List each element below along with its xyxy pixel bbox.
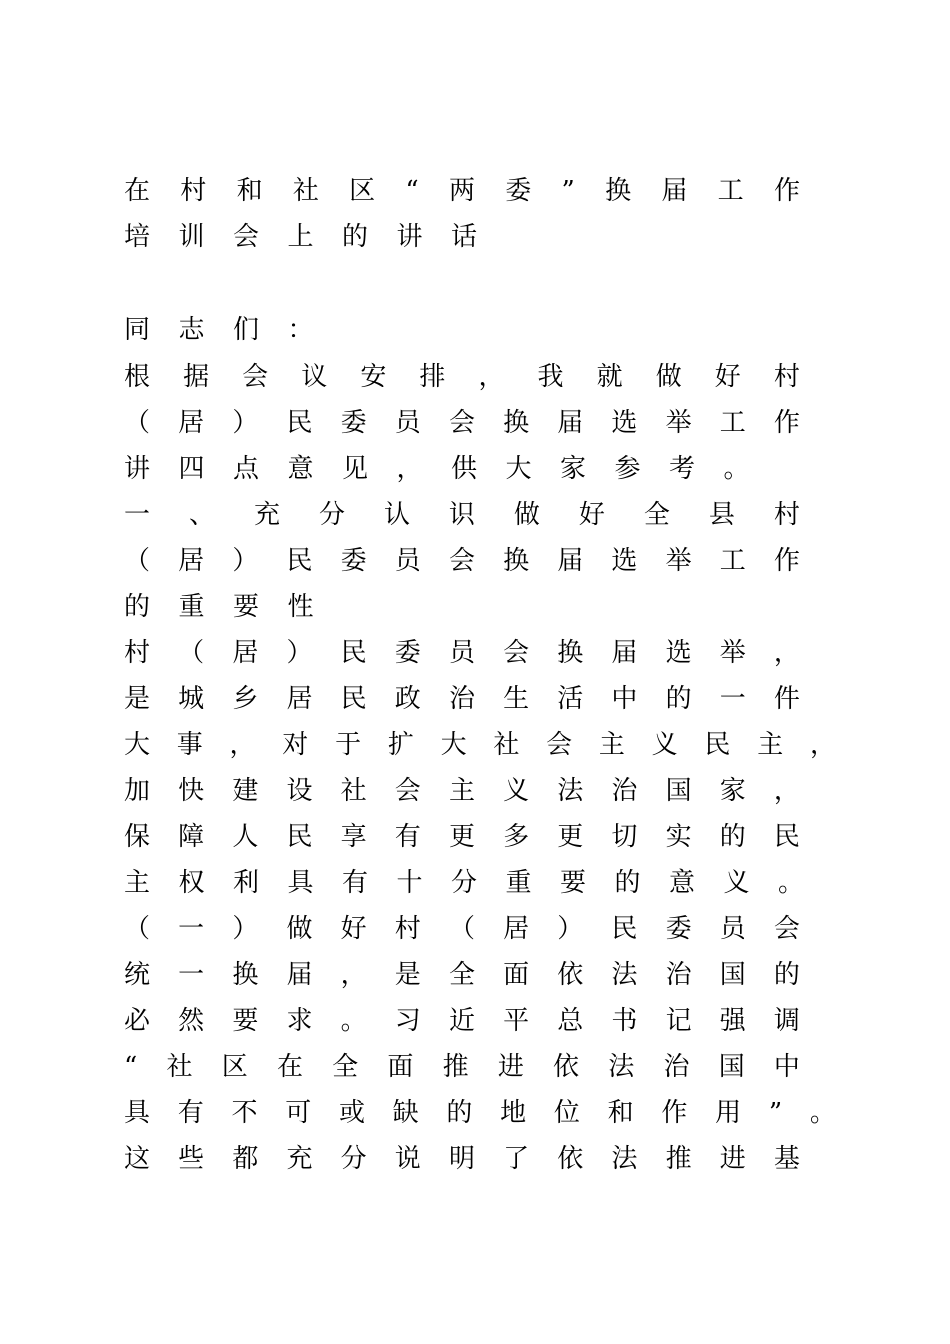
character: 。 (340, 1006, 367, 1036)
character: 快 (178, 776, 205, 806)
character: 面 (503, 960, 530, 990)
character: ， (229, 730, 256, 760)
character: 参 (614, 454, 641, 484)
character: 不 (231, 1098, 258, 1128)
character: 主 (124, 868, 151, 898)
character: 换 (557, 638, 584, 668)
character: 乡 (232, 684, 259, 714)
character: 性 (287, 592, 314, 622)
character: 治 (665, 960, 692, 990)
character: 讲 (124, 454, 151, 484)
character: 求 (286, 1006, 313, 1036)
character: 法 (557, 776, 584, 806)
character: 法 (611, 960, 638, 990)
character: ） (232, 914, 259, 944)
character: 的 (719, 822, 746, 852)
character: 排 (419, 362, 446, 392)
character: 意 (669, 868, 696, 898)
character: 主 (448, 776, 475, 806)
character: 委 (340, 546, 367, 576)
character: 明 (448, 1144, 475, 1174)
character: 家 (560, 454, 587, 484)
character: 上 (287, 222, 314, 252)
character: ， (396, 454, 423, 484)
character: 换 (232, 960, 259, 990)
character: （ (448, 914, 475, 944)
character: 切 (611, 822, 638, 852)
character: 委 (665, 914, 692, 944)
character: 讲 (396, 222, 423, 252)
character: 更 (448, 822, 475, 852)
character: 然 (178, 1006, 205, 1036)
character: 中 (773, 1052, 800, 1082)
character: 进 (719, 1144, 746, 1174)
character: 大 (124, 730, 151, 760)
character: 总 (557, 1006, 584, 1036)
character: 民 (286, 408, 313, 438)
character: 城 (178, 684, 205, 714)
character: 社 (166, 1052, 193, 1082)
character: 员 (394, 408, 421, 438)
character: 习 (394, 1006, 421, 1036)
character: 工 (717, 176, 744, 206)
character: ， (809, 730, 836, 760)
body-line (124, 446, 778, 492)
body-line (124, 906, 800, 952)
character: 分 (318, 500, 345, 530)
character: （ (178, 638, 205, 668)
character: 有 (394, 822, 421, 852)
character: ： (287, 315, 314, 345)
character: 们 (233, 315, 260, 345)
body-line (124, 400, 800, 446)
character: 一 (178, 914, 205, 944)
character: 件 (773, 684, 800, 714)
character: 全 (332, 1052, 359, 1082)
character: 议 (301, 362, 328, 392)
character: 的 (342, 222, 369, 252)
character: 在 (124, 176, 151, 206)
character: 员 (448, 638, 475, 668)
character: 缺 (392, 1098, 419, 1128)
character: 举 (665, 546, 692, 576)
title-line-1 (124, 168, 800, 214)
character: ） (286, 638, 313, 668)
character: 村 (394, 914, 421, 944)
body-line (124, 952, 800, 998)
character: ， (773, 638, 800, 668)
character: 面 (387, 1052, 414, 1082)
salutation (124, 307, 342, 353)
character: ） (557, 914, 584, 944)
character: 或 (338, 1098, 365, 1128)
character: 居 (503, 914, 530, 944)
character: 依 (553, 1052, 580, 1082)
character: 重 (178, 592, 205, 622)
character: 治 (611, 776, 638, 806)
character: 可 (285, 1098, 312, 1128)
character: 是 (124, 684, 151, 714)
character: 作 (773, 408, 800, 438)
character: 权 (178, 868, 205, 898)
character: 的 (124, 592, 151, 622)
character: 调 (773, 1006, 800, 1036)
character: 居 (178, 408, 205, 438)
character: 根 (124, 362, 151, 392)
character: 换 (503, 546, 530, 576)
character: 委 (340, 408, 367, 438)
character: 选 (665, 638, 692, 668)
character: 民 (611, 914, 638, 944)
character: 法 (608, 1052, 635, 1082)
character: 家 (719, 776, 746, 806)
character: 志 (178, 315, 205, 345)
character: 有 (177, 1098, 204, 1128)
character: 届 (286, 960, 313, 990)
section-heading (124, 584, 342, 630)
character: 会 (394, 776, 421, 806)
character: 会 (448, 408, 475, 438)
character: 作 (773, 546, 800, 576)
character: 必 (124, 1006, 151, 1036)
character: 充 (286, 1144, 313, 1174)
character: 一 (178, 960, 205, 990)
character: 书 (611, 1006, 638, 1036)
character: 好 (714, 362, 741, 392)
character: 国 (665, 776, 692, 806)
character: 社 (292, 176, 319, 206)
character: 届 (611, 638, 638, 668)
section-heading (124, 538, 800, 584)
character: 要 (232, 1006, 259, 1036)
character: 全 (448, 960, 475, 990)
character: 全 (643, 500, 670, 530)
character: 届 (661, 176, 688, 206)
character: 说 (394, 1144, 421, 1174)
character: 十 (396, 868, 423, 898)
character: “ (124, 1052, 138, 1082)
character: 委 (394, 638, 421, 668)
character: ， (773, 776, 800, 806)
character: 举 (665, 408, 692, 438)
character: 统 (124, 960, 151, 990)
title-line-2 (124, 214, 506, 260)
body-line (124, 676, 800, 722)
character: 大 (505, 454, 532, 484)
character: 依 (557, 1144, 584, 1174)
body-line (124, 630, 800, 676)
character: “ (405, 176, 419, 206)
character: 的 (773, 960, 800, 990)
character: 。 (723, 454, 750, 484)
character: 大 (440, 730, 467, 760)
character: 会 (233, 222, 260, 252)
character: ， (478, 362, 505, 392)
character: 事 (176, 730, 203, 760)
character: 员 (719, 914, 746, 944)
body-line (124, 998, 800, 1044)
character: 记 (665, 1006, 692, 1036)
body-line (124, 354, 800, 400)
character: 活 (557, 684, 584, 714)
character: 享 (340, 822, 367, 852)
character: 委 (505, 176, 532, 206)
character: 基 (773, 1144, 800, 1174)
character: 两 (448, 176, 475, 206)
character: 区 (349, 176, 376, 206)
character: 考 (669, 454, 696, 484)
character: 具 (124, 1098, 151, 1128)
character: 扩 (387, 730, 414, 760)
character: 的 (446, 1098, 473, 1128)
character: 区 (221, 1052, 248, 1082)
character: 会 (773, 914, 800, 944)
character: 和 (607, 1098, 634, 1128)
character: 民 (340, 638, 367, 668)
character: 选 (611, 408, 638, 438)
character: 义 (723, 868, 750, 898)
character: 。 (778, 868, 805, 898)
character: 村 (180, 176, 207, 206)
character: 重 (505, 868, 532, 898)
character: 障 (178, 822, 205, 852)
character: 届 (557, 408, 584, 438)
character: 工 (719, 546, 746, 576)
character: 社 (340, 776, 367, 806)
character: 做 (513, 500, 540, 530)
character: 认 (383, 500, 410, 530)
body-line (124, 814, 800, 860)
character: 会 (546, 730, 573, 760)
character: 。 (809, 1098, 836, 1128)
character: 四 (178, 454, 205, 484)
character: ， (340, 960, 367, 990)
character: 治 (663, 1052, 690, 1082)
character: 会 (503, 638, 530, 668)
character: 见 (342, 454, 369, 484)
character: 举 (719, 638, 746, 668)
character: 分 (451, 868, 478, 898)
character: 据 (183, 362, 210, 392)
character: （ (124, 914, 151, 944)
character: 分 (340, 1144, 367, 1174)
character: 和 (236, 176, 263, 206)
character: 在 (276, 1052, 303, 1082)
character: 社 (493, 730, 520, 760)
character: 地 (500, 1098, 527, 1128)
character: 好 (340, 914, 367, 944)
character: 识 (448, 500, 475, 530)
character: 些 (178, 1144, 205, 1174)
character: 强 (719, 1006, 746, 1036)
character: 一 (719, 684, 746, 714)
body-line (124, 1136, 800, 1182)
section-heading (124, 492, 800, 538)
character: 话 (451, 222, 478, 252)
character: 同 (124, 315, 151, 345)
character: 建 (232, 776, 259, 806)
character: 用 (715, 1098, 742, 1128)
character: 于 (335, 730, 362, 760)
character: 保 (124, 822, 151, 852)
character: 我 (537, 362, 564, 392)
character: 好 (578, 500, 605, 530)
character: 进 (497, 1052, 524, 1082)
character: 加 (124, 776, 151, 806)
character: 平 (503, 1006, 530, 1036)
body-line (124, 860, 836, 906)
character: 村 (124, 638, 151, 668)
character: 义 (651, 730, 678, 760)
character: 具 (287, 868, 314, 898)
character: 法 (611, 1144, 638, 1174)
character: 这 (124, 1144, 151, 1174)
body-line (124, 722, 836, 768)
character: 、 (188, 500, 215, 530)
character: 安 (360, 362, 387, 392)
character: 作 (773, 176, 800, 206)
character: ） (232, 408, 259, 438)
character: 会 (242, 362, 269, 392)
character: 中 (611, 684, 638, 714)
character: 民 (286, 546, 313, 576)
character: 居 (232, 638, 259, 668)
character: 届 (557, 546, 584, 576)
character: 居 (286, 684, 313, 714)
character: 做 (286, 914, 313, 944)
character: 民 (704, 730, 731, 760)
character: 工 (719, 408, 746, 438)
character: 了 (503, 1144, 530, 1174)
character: 都 (232, 1144, 259, 1174)
character: 会 (448, 546, 475, 576)
character: 义 (503, 776, 530, 806)
character: 供 (451, 454, 478, 484)
character: 点 (233, 454, 260, 484)
character: 训 (178, 222, 205, 252)
body-line (124, 768, 800, 814)
character: 员 (394, 546, 421, 576)
character: 近 (448, 1006, 475, 1036)
character: 村 (773, 362, 800, 392)
character: 多 (503, 822, 530, 852)
character: 国 (718, 1052, 745, 1082)
character: 位 (553, 1098, 580, 1128)
character: （ (124, 546, 151, 576)
character: 民 (340, 684, 367, 714)
character: （ (124, 408, 151, 438)
character: 国 (719, 960, 746, 990)
character: 是 (394, 960, 421, 990)
character: 推 (442, 1052, 469, 1082)
character: 换 (605, 176, 632, 206)
character: 设 (286, 776, 313, 806)
character: 选 (611, 546, 638, 576)
character: 依 (557, 960, 584, 990)
character: 的 (665, 684, 692, 714)
character: 意 (287, 454, 314, 484)
character: 充 (253, 500, 280, 530)
character: ” (768, 1098, 783, 1128)
character: 对 (282, 730, 309, 760)
character: 换 (503, 408, 530, 438)
character: 利 (233, 868, 260, 898)
body-line (124, 1044, 800, 1090)
character: 有 (342, 868, 369, 898)
character: 主 (757, 730, 784, 760)
character: 居 (178, 546, 205, 576)
character: 作 (661, 1098, 688, 1128)
character: 主 (598, 730, 625, 760)
character: 治 (448, 684, 475, 714)
character: 一 (124, 500, 151, 530)
character: 培 (124, 222, 151, 252)
character: 要 (560, 868, 587, 898)
character: ” (561, 176, 575, 206)
character: 村 (773, 500, 800, 530)
character: 推 (665, 1144, 692, 1174)
character: 政 (394, 684, 421, 714)
character: 生 (503, 684, 530, 714)
character: 民 (773, 822, 800, 852)
body-line (124, 1090, 836, 1136)
character: 做 (655, 362, 682, 392)
character: 民 (286, 822, 313, 852)
character: ） (232, 546, 259, 576)
character: 县 (708, 500, 735, 530)
character: 要 (233, 592, 260, 622)
character: 实 (665, 822, 692, 852)
character: 就 (596, 362, 623, 392)
character: 人 (232, 822, 259, 852)
character: 的 (614, 868, 641, 898)
character: 更 (557, 822, 584, 852)
